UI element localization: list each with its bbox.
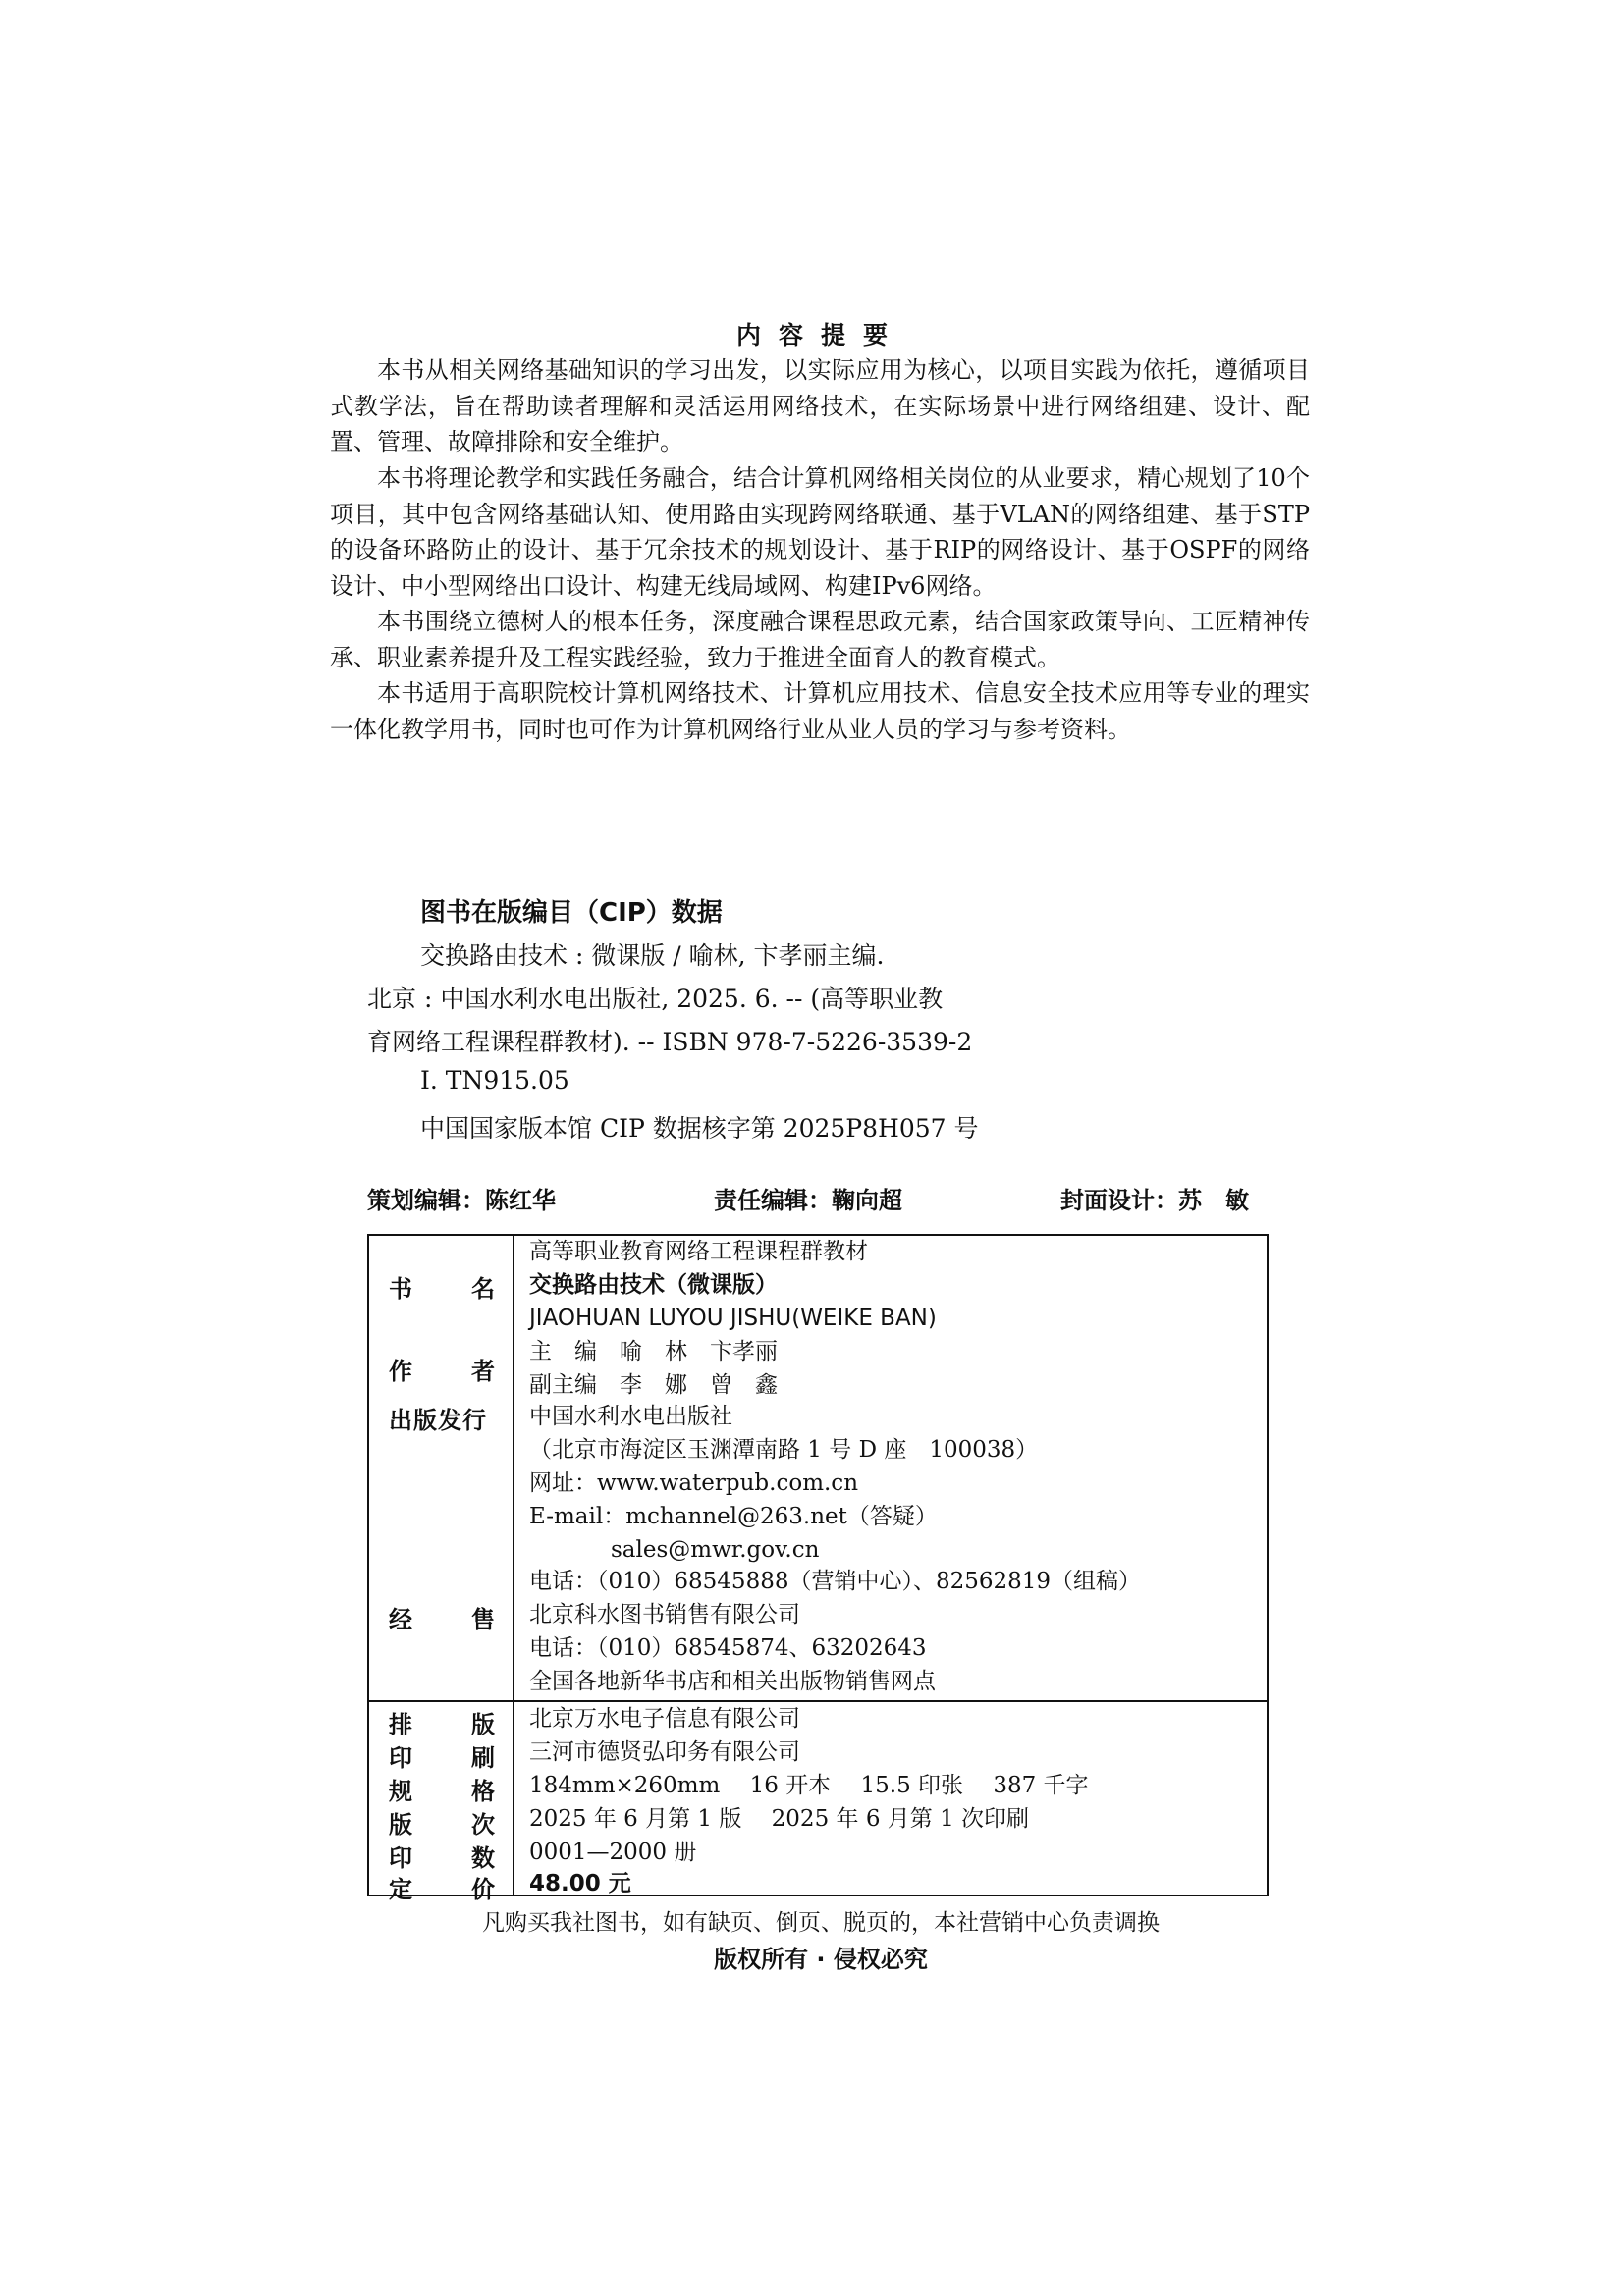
deputy-editors: 副主编 李 娜 曾 鑫 [529, 1372, 778, 1398]
book-title: 交换路由技术（微课版） [529, 1272, 778, 1298]
summary-title: 内容提要 [735, 321, 905, 349]
chief-editors: 主 编 喻 林 卞孝丽 [529, 1339, 778, 1364]
price-value: 48.00 元 [529, 1871, 631, 1896]
publisher-name: 中国水利水电出版社 [529, 1404, 732, 1429]
cip-line: 北京 : 中国水利水电出版社, 2025. 6. -- (高等职业教 [367, 985, 944, 1013]
replacement-note: 凡购买我社图书，如有缺页、倒页、脱页的，本社营销中心负责调换 [482, 1910, 1160, 1936]
summary-paragraph: 本书适用于高职院校计算机网络技术、计算机应用技术、信息安全技术应用等专业的理实一体化教学用书，同时也可作为计算机网络行业从业人员的学习与参考资料。 [330, 679, 1310, 743]
cip-line: 交换路由技术 : 微课版 / 喻林, 卞孝丽主编. [420, 941, 885, 970]
phone-publisher: 电话：（010）68545888（营销中心）、82562819（组稿） [529, 1569, 1142, 1594]
summary-paragraph: 本书将理论教学和实践任务融合，结合计算机网络相关岗位的从业要求，精心规划了10个项目，其中包含网络基础认知、使用路由实现跨网络联通、基于VLAN的网络组建、基于STP的设备环路防止的设计、基于冗余技术的规划设计、基于RIP的网络设计、基于OSPF的网络设计、中小型网络出口设计、构建无线局域网、构建IPv6网络。 [330, 464, 1310, 600]
label-book-name: 书 名 [389, 1275, 495, 1303]
responsible-editor: 责任编辑：鞠向超 [714, 1187, 902, 1214]
summary-paragraph: 本书围绕立德树人的根本任务，深度融合课程思政元素，结合国家政策导向、工匠精神传承、职业素养提升及工程实践经验，致力于推进全面育人的教育模式。 [330, 608, 1310, 671]
edition-value: 2025 年 6 月第 1 版 2025 年 6 月第 1 次印刷 [529, 1806, 1030, 1832]
label-typesetting: 排 版 [389, 1711, 495, 1738]
phone-distributor: 电话：（010）68545874、63202643 [529, 1635, 927, 1661]
label-author: 作 者 [389, 1358, 495, 1385]
printer-name: 三河市德贤弘印务有限公司 [529, 1739, 800, 1765]
label-print-run: 印 数 [389, 1844, 495, 1872]
summary-paragraph: 本书从相关网络基础知识的学习出发，以实际应用为核心，以项目实践为依托，遵循项目式教学法，旨在帮助读者理解和灵活运用网络技术，在实际场景中进行网络组建、设计、配置、管理、故障排除和安全维护。 [330, 356, 1310, 455]
label-edition: 版 次 [389, 1811, 495, 1839]
label-distribution: 经 售 [389, 1606, 495, 1633]
copyright-notice: 版权所有 · 侵权必究 [714, 1946, 928, 1973]
print-run-value: 0001—2000 册 [529, 1840, 697, 1865]
cip-line: Ⅰ. TN915.05 [420, 1066, 569, 1095]
email-support: E-mail：mchannel@263.net（答疑） [529, 1504, 938, 1529]
cip-heading: 图书在版编目（CIP）数据 [420, 898, 723, 928]
cip-line: 中国国家版本馆 CIP 数据核字第 2025P8H057 号 [420, 1114, 979, 1143]
label-spec: 规 格 [389, 1778, 495, 1805]
spec-value: 184mm×260mm 16 开本 15.5 印张 387 千字 [529, 1773, 1089, 1798]
planning-editor: 策划编辑：陈红华 [367, 1187, 556, 1214]
row-divider [369, 1700, 1267, 1702]
colophon-table [367, 1234, 1269, 1903]
publisher-address: （北京市海淀区玉渊潭南路 1 号 D 座 100038） [529, 1437, 1039, 1463]
label-publisher: 出版发行 [389, 1407, 487, 1434]
cip-line: 育网络工程课程群教材). -- ISBN 978-7-5226-3539-2 [367, 1028, 973, 1056]
website: 网址：www.waterpub.com.cn [529, 1470, 859, 1496]
book-pinyin: JIAOHUAN LUYOU JISHU(WEIKE BAN) [529, 1306, 937, 1331]
email-sales: sales@mwr.gov.cn [611, 1537, 820, 1563]
series-name: 高等职业教育网络工程课程群教材 [529, 1239, 868, 1264]
sales-outlets: 全国各地新华书店和相关出版物销售网点 [529, 1669, 936, 1694]
typesetter-name: 北京万水电子信息有限公司 [529, 1706, 800, 1732]
label-price: 定 价 [389, 1876, 495, 1903]
label-printing: 印 刷 [389, 1744, 495, 1772]
distributor-name: 北京科水图书销售有限公司 [529, 1602, 800, 1628]
column-divider [513, 1236, 514, 1895]
cover-designer: 封面设计：苏 敏 [1060, 1187, 1249, 1214]
